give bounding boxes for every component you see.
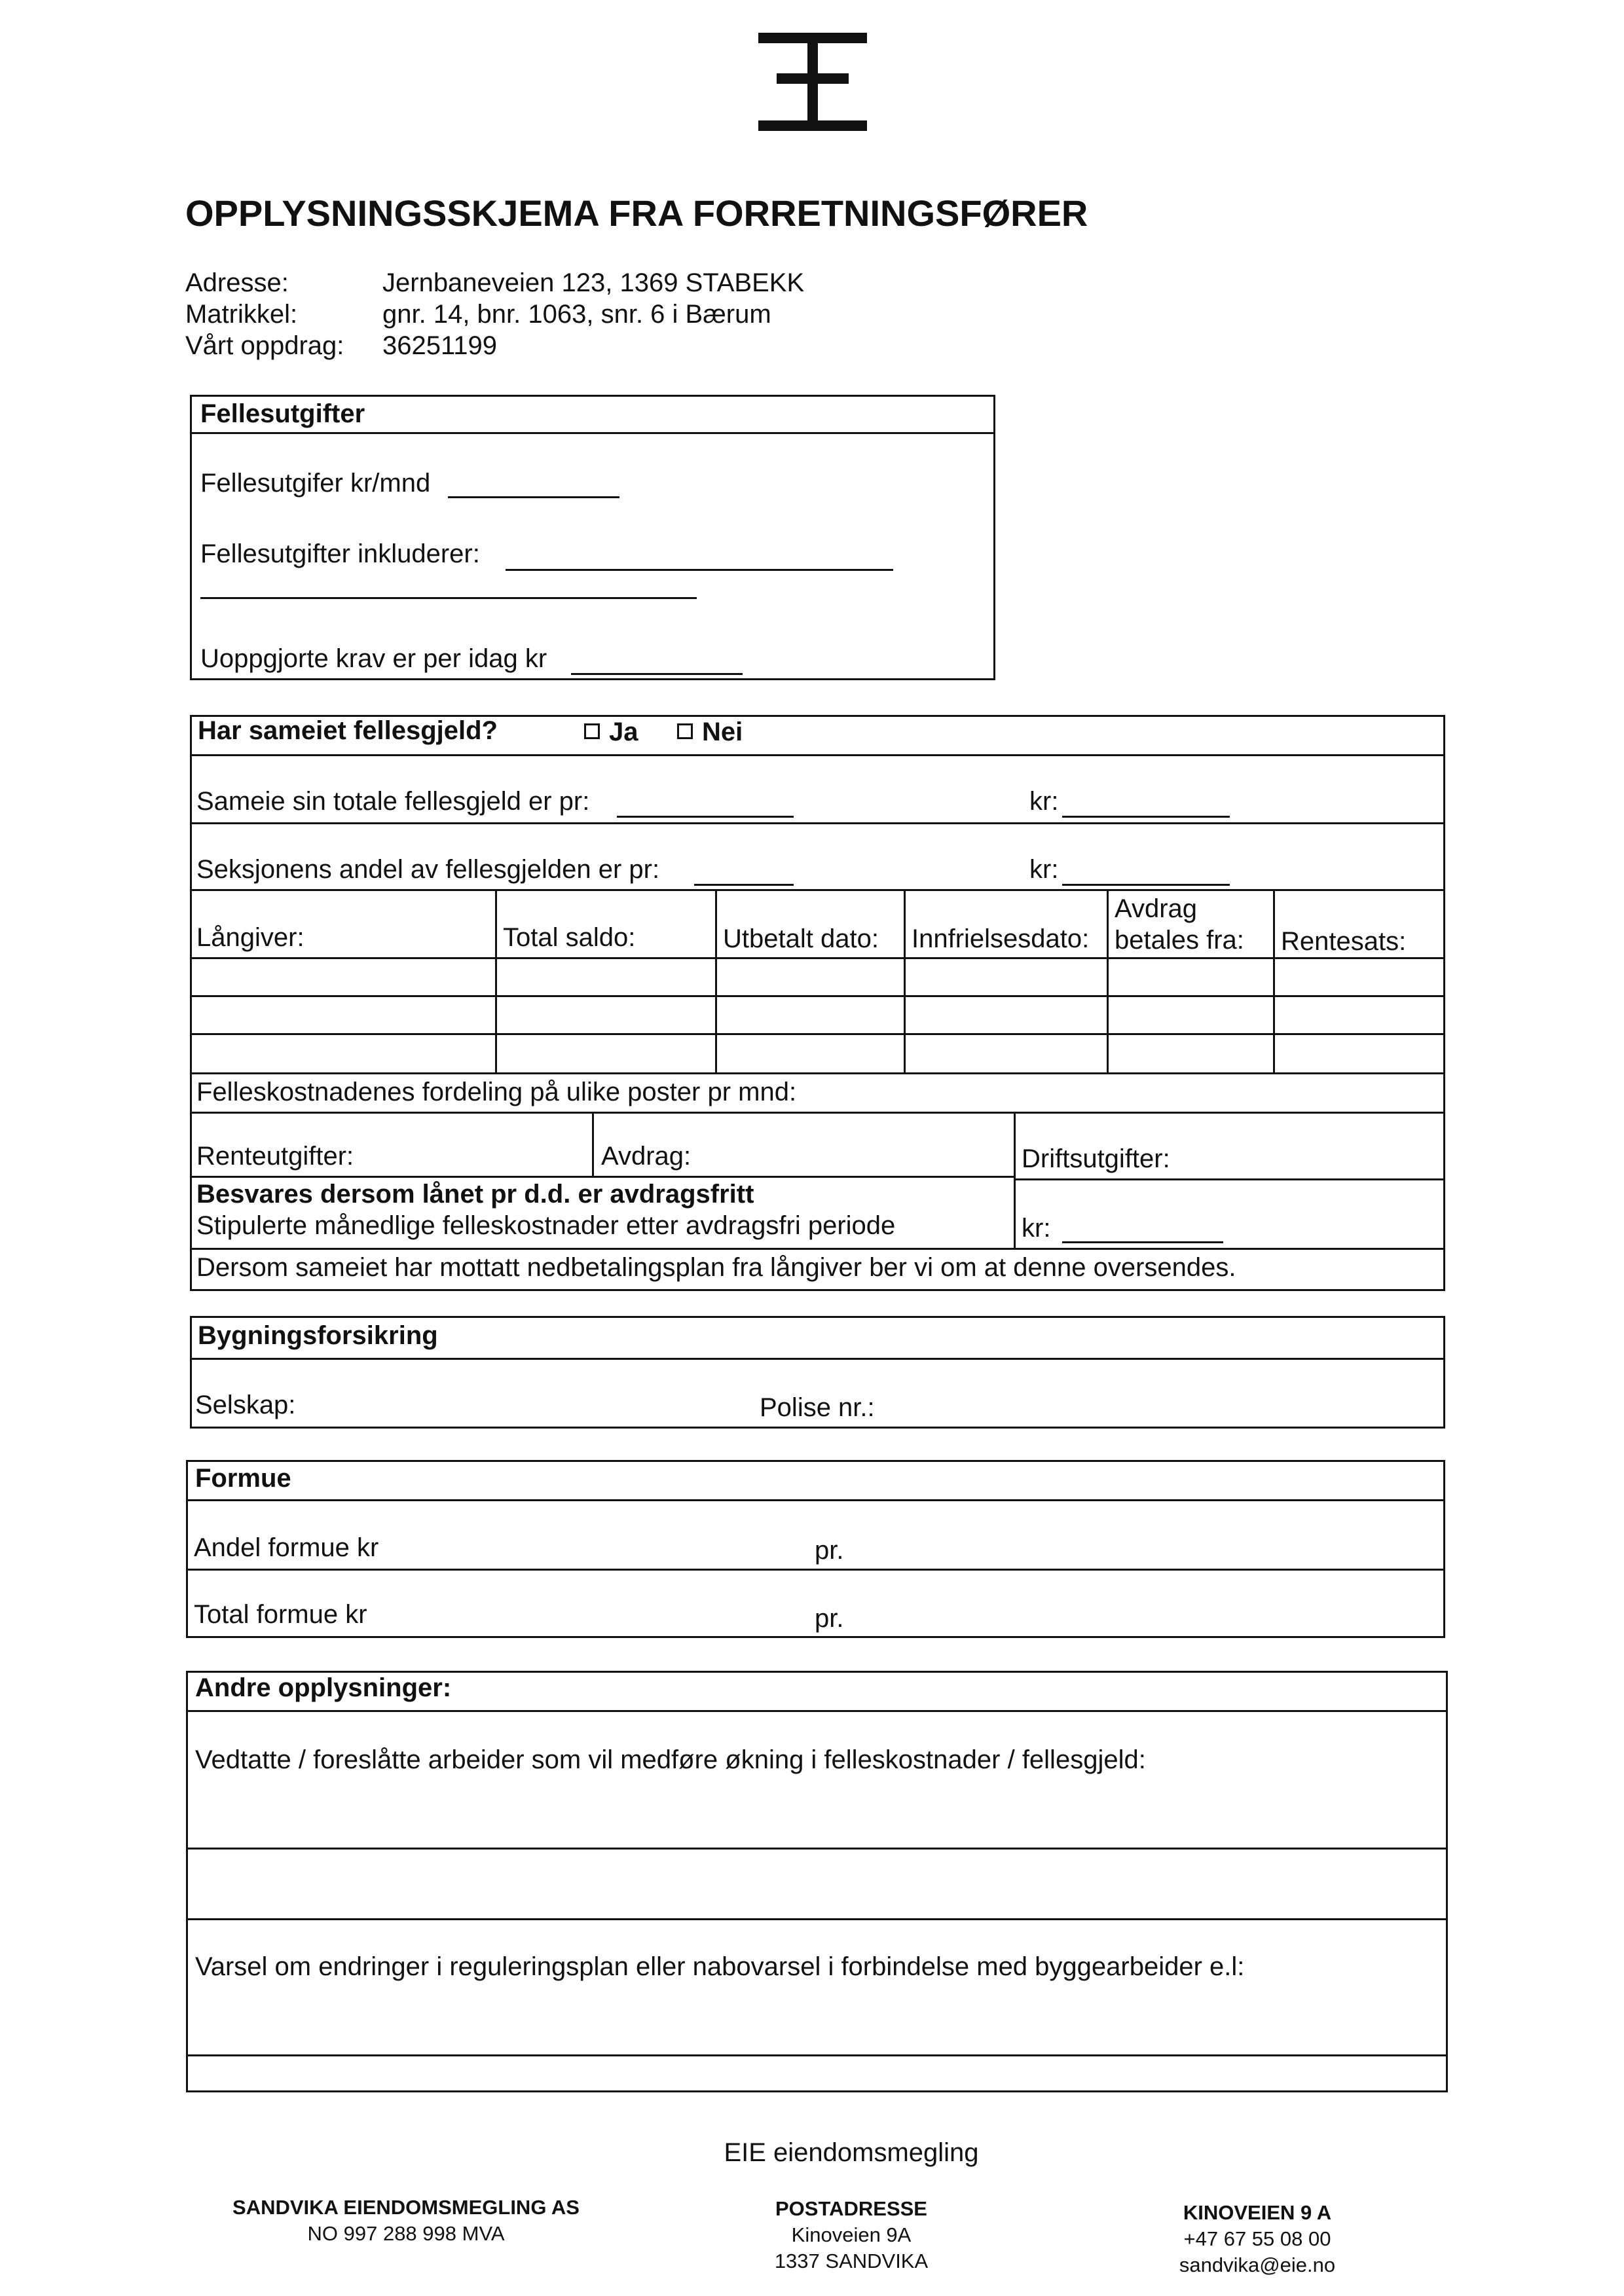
matrikkel-label: Matrikkel: [185, 300, 298, 329]
uoppgjorte-krav-label: Uoppgjorte krav er per idag kr [200, 644, 547, 673]
fellesutgifter-section [190, 395, 995, 680]
table-row-divider [190, 995, 1445, 997]
divider [1107, 889, 1109, 1072]
renteutgifter-label: Renteutgifter: [196, 1142, 354, 1171]
vedtatte-arbeider-label: Vedtatte / foreslåtte arbeider som vil medføre økning i felleskostnader / fellesgjeld: [195, 1745, 1146, 1774]
fellesutgifter-includes-label: Fellesutgifter inkluderer: [200, 539, 480, 568]
divider [190, 822, 1445, 824]
avdragsfritt-text: Stipulerte månedlige felleskostnader etter avdragsfri periode [196, 1211, 896, 1240]
total-fellesgjeld-kr-field[interactable] [1062, 816, 1230, 818]
divider [190, 754, 1445, 756]
andel-fellesgjeld-label: Seksjonens andel av fellesgjelden er pr: [196, 855, 660, 884]
col-langiver: Långiver: [196, 923, 304, 952]
divider [190, 1112, 1445, 1114]
footer-visit-heading: KINOVEIEN 9 A [1183, 2201, 1332, 2224]
divider [592, 1112, 594, 1176]
oppdrag-value: 36251199 [382, 331, 497, 360]
fellesgjeld-no-option[interactable] [677, 716, 743, 748]
andel-fellesgjeld-kr-field[interactable] [1062, 884, 1230, 886]
footer-company-name: SANDVIKA EIENDOMSMEGLING AS [232, 2196, 580, 2219]
divider [715, 889, 717, 1072]
divider [190, 1072, 1445, 1074]
fellesgjeld-heading: Har sameiet fellesgjeld? [198, 716, 498, 745]
other-info-heading: Andre opplysninger: [195, 1673, 452, 1702]
uoppgjorte-krav-field[interactable] [571, 673, 743, 675]
divider [190, 432, 995, 434]
fellesutgifter-includes-field[interactable] [506, 569, 893, 571]
total-fellesgjeld-kr-label: kr: [1029, 787, 1059, 816]
oppdrag-label: Vårt oppdrag: [185, 331, 344, 360]
fellesgjeld-yes-option[interactable] [584, 716, 638, 748]
andel-formue-pr: pr. [815, 1536, 844, 1565]
checkbox-icon[interactable] [677, 723, 693, 739]
divider [1273, 889, 1275, 1072]
footer-post-heading: POSTADRESSE [775, 2197, 927, 2220]
nedbetalingsplan-note: Dersom sameiet har mottatt nedbetalingsplan fra långiver ber vi om at denne oversendes. [196, 1253, 1236, 1282]
reguleringsplan-label: Varsel om endringer i reguleringsplan eller nabovarsel i forbindelse med byggearbeider e.l: [195, 1952, 1245, 1981]
divider [186, 2054, 1448, 2056]
avdragsfritt-kr-field[interactable] [1062, 1241, 1223, 1243]
andel-fellesgjeld-date-field[interactable] [694, 884, 794, 886]
fellesutgifter-includes-field-2[interactable] [200, 597, 697, 599]
divider [190, 1358, 1445, 1360]
fellesutgifter-monthly-field[interactable] [448, 496, 619, 498]
col-utbetalt-dato: Utbetalt dato: [723, 924, 879, 953]
divider [186, 1918, 1448, 1920]
divider [190, 889, 1445, 891]
formue-heading: Formue [195, 1464, 291, 1493]
footer-org-no: NO 997 288 998 MVA [307, 2222, 505, 2245]
fellesgjeld-no-label: Nei [702, 718, 743, 746]
checkbox-icon[interactable] [584, 723, 600, 739]
divider [495, 889, 497, 1072]
polise-label: Polise nr.: [760, 1393, 875, 1422]
fellesutgifter-heading: Fellesutgifter [200, 399, 365, 428]
divider [1014, 1178, 1445, 1180]
table-row-divider [190, 957, 1445, 959]
andel-fellesgjeld-kr-label: kr: [1029, 855, 1059, 884]
divider [186, 1848, 1448, 1850]
matrikkel-value: gnr. 14, bnr. 1063, snr. 6 i Bærum [382, 300, 771, 329]
address-value: Jernbaneveien 123, 1369 STABEKK [382, 268, 805, 297]
fellesutgifter-monthly-label: Fellesutgifer kr/mnd [200, 469, 431, 498]
address-label: Adresse: [185, 268, 289, 297]
table-row-divider [190, 1033, 1445, 1035]
col-betales-fra: betales fra: [1115, 926, 1244, 955]
avdrag-label: Avdrag: [601, 1142, 692, 1171]
selskap-label: Selskap: [195, 1391, 296, 1419]
page-title: OPPLYSNINGSSKJEMA FRA FORRETNINGSFØRER [185, 192, 1088, 234]
footer-brand: EIE eiendomsmegling [724, 2138, 979, 2167]
total-formue-pr: pr. [815, 1604, 844, 1633]
total-fellesgjeld-date-field[interactable] [617, 816, 794, 818]
divider [186, 1710, 1448, 1712]
col-avdrag: Avdrag [1115, 894, 1198, 923]
avdragsfritt-kr-label: kr: [1022, 1214, 1051, 1243]
insurance-heading: Bygningsforsikring [198, 1321, 438, 1350]
col-rentesats: Rentesats: [1281, 927, 1407, 956]
total-fellesgjeld-label: Sameie sin totale fellesgjeld er pr: [196, 787, 590, 816]
total-formue-label: Total formue kr [194, 1600, 367, 1629]
divider [190, 1176, 1015, 1178]
footer-post-city: 1337 SANDVIKA [774, 2250, 929, 2272]
fordeling-label: Felleskostnadenes fordeling på ulike poster pr mnd: [196, 1078, 797, 1106]
eie-logo [758, 33, 867, 131]
footer-post-street: Kinoveien 9A [791, 2223, 912, 2246]
divider [904, 889, 906, 1072]
fellesgjeld-yes-label: Ja [609, 718, 638, 746]
footer-phone: +47 67 55 08 00 [1183, 2227, 1331, 2250]
col-innfrielsesdato: Innfrielsesdato: [912, 924, 1090, 953]
driftsutgifter-label: Driftsutgifter: [1022, 1144, 1170, 1173]
andel-formue-label: Andel formue kr [194, 1533, 379, 1562]
divider [186, 1569, 1445, 1571]
other-info-section [186, 1671, 1448, 2092]
divider [190, 1248, 1445, 1250]
avdragsfritt-heading: Besvares dersom lånet pr d.d. er avdragsfritt [196, 1180, 754, 1209]
divider [186, 1499, 1445, 1501]
col-total-saldo: Total saldo: [503, 923, 636, 952]
footer-email[interactable]: sandvika@eie.no [1179, 2253, 1336, 2276]
